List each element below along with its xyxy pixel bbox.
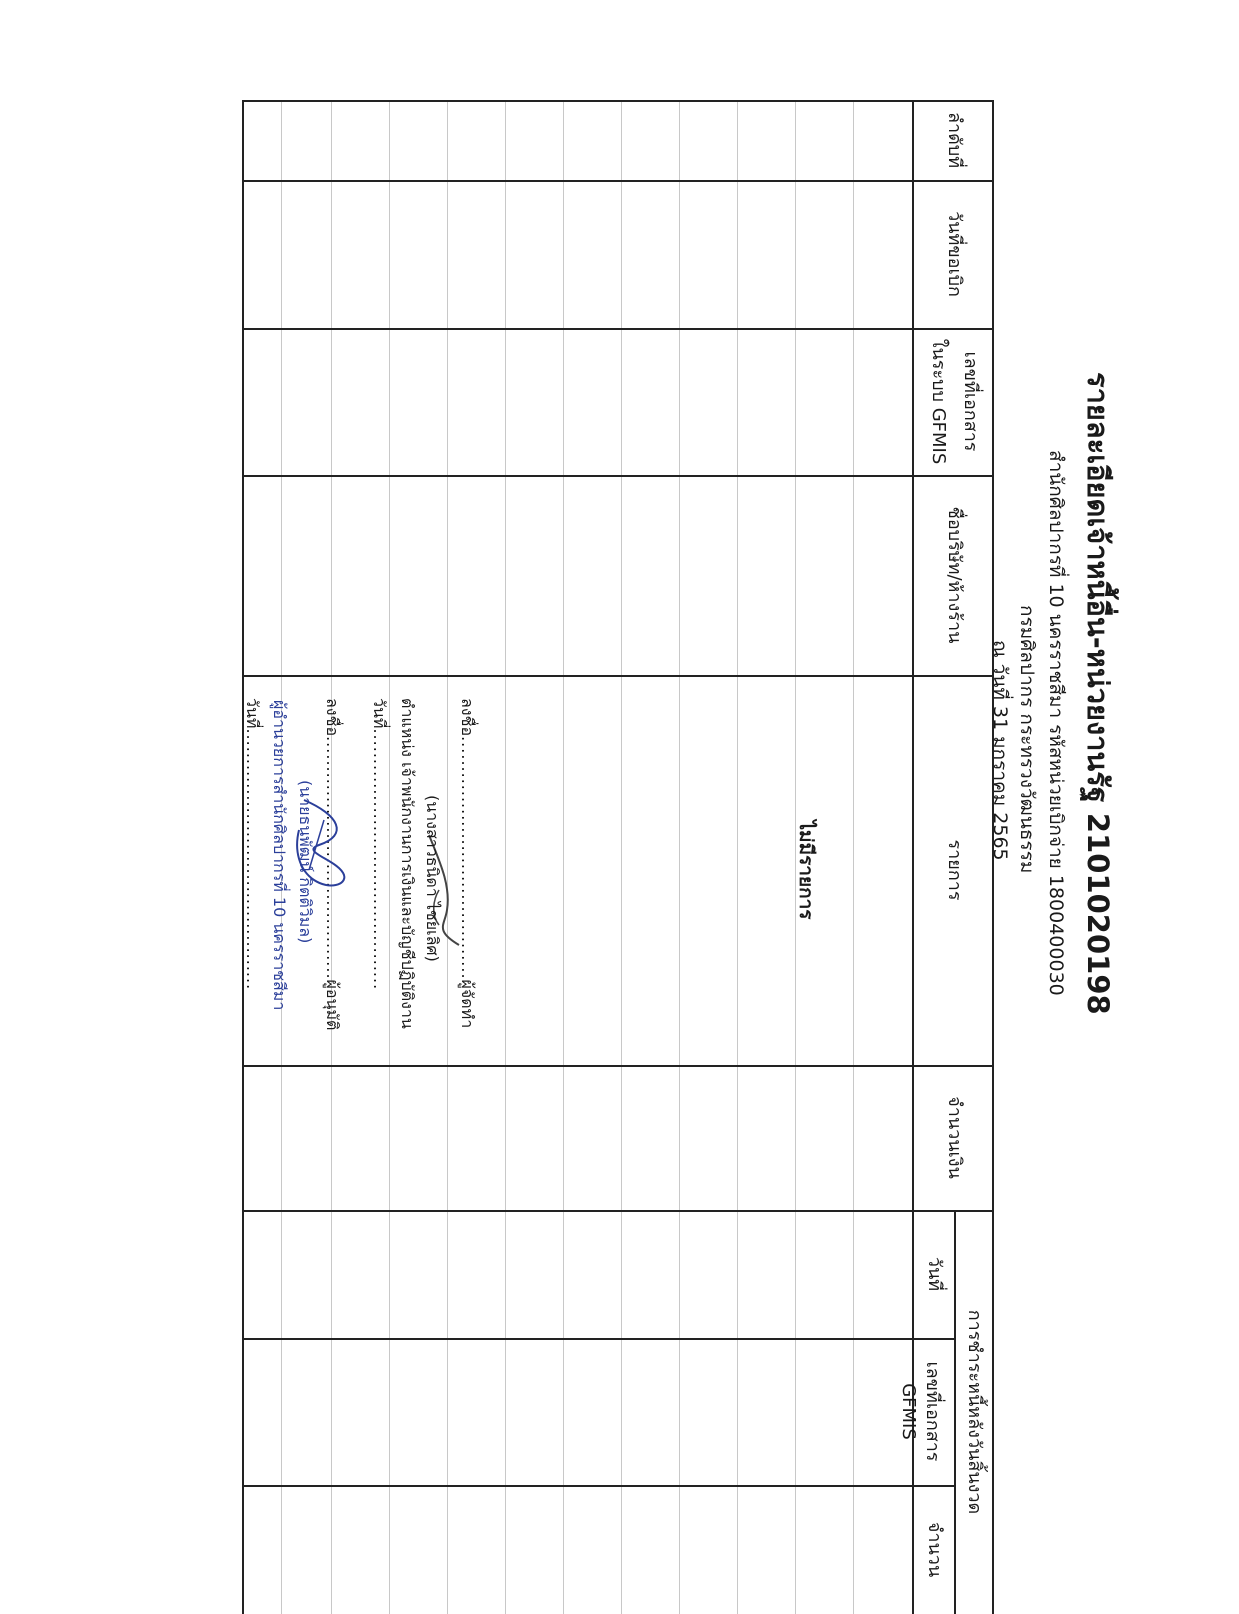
approver-date-line: ........................................... <box>243 728 262 991</box>
column-divider <box>244 1338 956 1340</box>
col-header-item: รายการ <box>944 839 965 901</box>
office-line: สำนักศิลปากรที่ 10 นครราชสีมา รหัสหน่วยเบิกจ่าย 1800400030 <box>1045 450 1067 996</box>
preparer-date-line: ........................................... <box>370 728 389 991</box>
column-divider <box>244 328 994 330</box>
preparer-date-label <box>366 698 391 990</box>
column-divider <box>244 100 994 102</box>
preparer-name: (นางสาวธนิดา ไชยเลิศ) <box>423 795 442 962</box>
column-divider <box>244 1210 994 1212</box>
col-header-company: ชื่อบริษัท/ห้างร้าน <box>944 506 965 644</box>
col-header-sequence: ลำดับที่ <box>944 111 965 169</box>
approver-date-prefix: วันที่ <box>243 698 262 729</box>
col-header-payment-group: การชำระหนี้หลังวันสิ้นงวด <box>964 1309 985 1515</box>
col-header-doc-number-gfmis: ในระบบ GFMIS <box>928 338 949 465</box>
preparer-position: ตำแหน่ง เจ้าพนักงานการเงินและบัญชีปฏิบัติงาน <box>398 698 417 1029</box>
column-divider <box>244 675 994 677</box>
approver-signature <box>279 790 359 900</box>
preparer-sign-prefix: ลงชื่อ <box>458 698 477 737</box>
empty-message: ไม่มีรายการ <box>795 820 817 920</box>
column-divider <box>244 180 994 182</box>
col-header-payment-date: วันที่ <box>924 1256 945 1292</box>
approver-sign-prefix: ลงชื่อ <box>323 698 342 737</box>
approver-date-label <box>239 698 264 990</box>
col-header-payment-doc: เลขที่เอกสาร GFMIS <box>897 1361 943 1462</box>
approver-sign-suffix: ผู้อนุมัติ <box>323 979 342 1031</box>
col-header-request-date: วันที่ขอเบิก <box>944 211 965 297</box>
preparer-sign-suffix: ผู้จัดทำ <box>458 979 477 1029</box>
preparer-sign-line: ........................................ <box>458 736 477 980</box>
col-header-amount: จำนวนเงิน <box>944 1096 965 1179</box>
approver-name: (นายธนพัฒน์ กิตติวิมล) <box>296 780 315 944</box>
col-header-payment-amount: จำนวน <box>924 1521 945 1578</box>
group-header-divider <box>954 1210 956 1614</box>
column-divider <box>244 1485 956 1487</box>
preparer-date-prefix: วันที่ <box>370 698 389 729</box>
column-divider <box>244 1065 994 1067</box>
department-line: กรมศิลปากร กระทรวงวัฒนธรรม <box>1016 605 1038 874</box>
approver-position: ผู้อำนวยการสำนักศิลปากรที่ 10 นครราชสีมา <box>270 700 289 1011</box>
document-title: รายละเอียดเจ้าหนี้อื่น-หน่วยงานรัฐ 2101020198 <box>1081 372 1115 1015</box>
col-header-doc-number: เลขที่เอกสาร <box>960 351 981 452</box>
column-divider <box>244 475 994 477</box>
approver-sign-line: ........................................ <box>323 736 342 980</box>
as-of-date: ณ วันที่ 31 มกราคม 2565 <box>989 640 1011 861</box>
